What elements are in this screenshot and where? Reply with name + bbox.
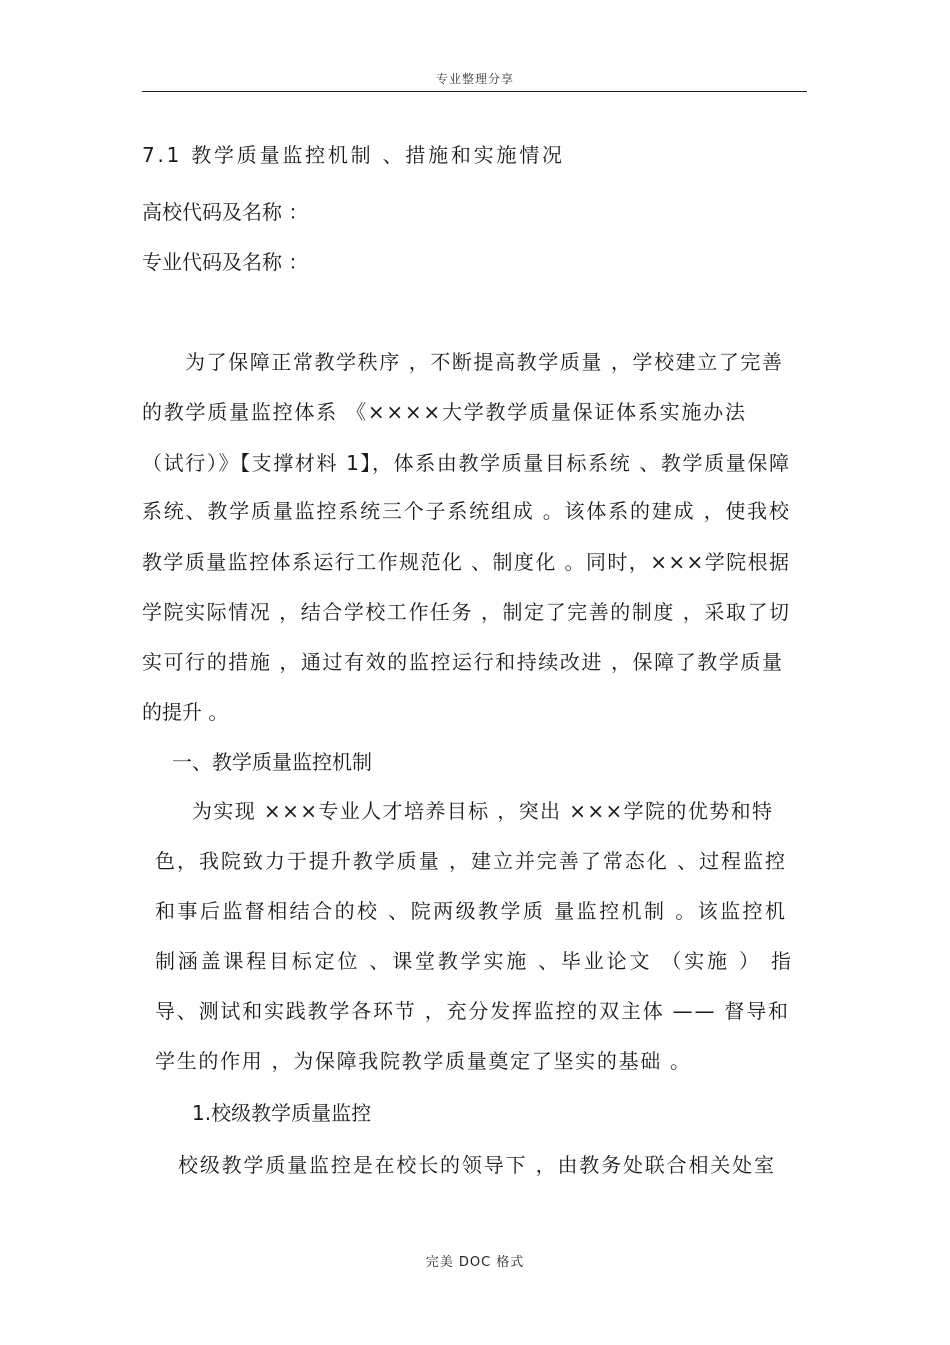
paragraph-line: 的教学质量监控体系 《××××大学教学质量保证体系实施办法	[142, 400, 747, 424]
paragraph-line: 系统、教学质量监控系统三个子系统组成 。该体系的建成 ，使我校	[142, 499, 791, 523]
paragraph-line: 导、测试和实践教学各环节 ，充分发挥监控的双主体 —— 督导和	[155, 999, 790, 1023]
paragraph-line: 为实现 ×××专业人才培养目标 ，突出 ×××学院的优势和特	[192, 799, 774, 823]
paragraph-line: 色，我院致力于提升教学质量 ，建立并完善了常态化 、过程监控	[155, 849, 787, 873]
paragraph-line: 的提升 。	[142, 700, 229, 724]
paragraph-line: 学生的作用 ，为保障我院教学质量奠定了坚实的基础 。	[155, 1049, 692, 1073]
header-divider	[142, 91, 807, 92]
subsection-heading: 1.校级教学质量监控	[192, 1101, 372, 1125]
paragraph-line: 为了保障正常教学秩序 ，不断提高教学质量 ，学校建立了完善	[185, 350, 784, 374]
page-footer: 完美 DOC 格式	[425, 1255, 525, 1270]
school-code-field: 高校代码及名称 ：	[142, 200, 309, 224]
paragraph-line: 教学质量监控体系运行工作规范化 、制度化 。同时，×××学院根据	[142, 550, 791, 574]
paragraph-line: 和事后监督相结合的校 、院两级教学质 量监控机制 。该监控机	[155, 899, 788, 923]
paragraph-line: 实可行的措施 ，通过有效的监控运行和持续改进 ，保障了教学质量	[142, 650, 784, 674]
document-title: 7.1 教学质量监控机制 、措施和实施情况	[142, 143, 565, 167]
page-header: 专业整理分享	[435, 72, 514, 86]
paragraph-line: （试行）》【支撑材料 1】，体系由教学质量目标系统 、教学质量保障	[142, 451, 791, 475]
major-code-field: 专业代码及名称 ：	[142, 250, 309, 274]
paragraph-line: 校级教学质量监控是在校长的领导下 ，由教务处联合相关处室	[178, 1153, 776, 1177]
paragraph-line: 学院实际情况 ，结合学校工作任务 ，制定了完善的制度 ，采取了切	[142, 600, 791, 624]
paragraph-line: 制涵盖课程目标定位 、课堂教学实施 、毕业论文 （实施 ） 指	[155, 949, 794, 973]
section-heading: 一、教学质量监控机制	[172, 750, 372, 774]
